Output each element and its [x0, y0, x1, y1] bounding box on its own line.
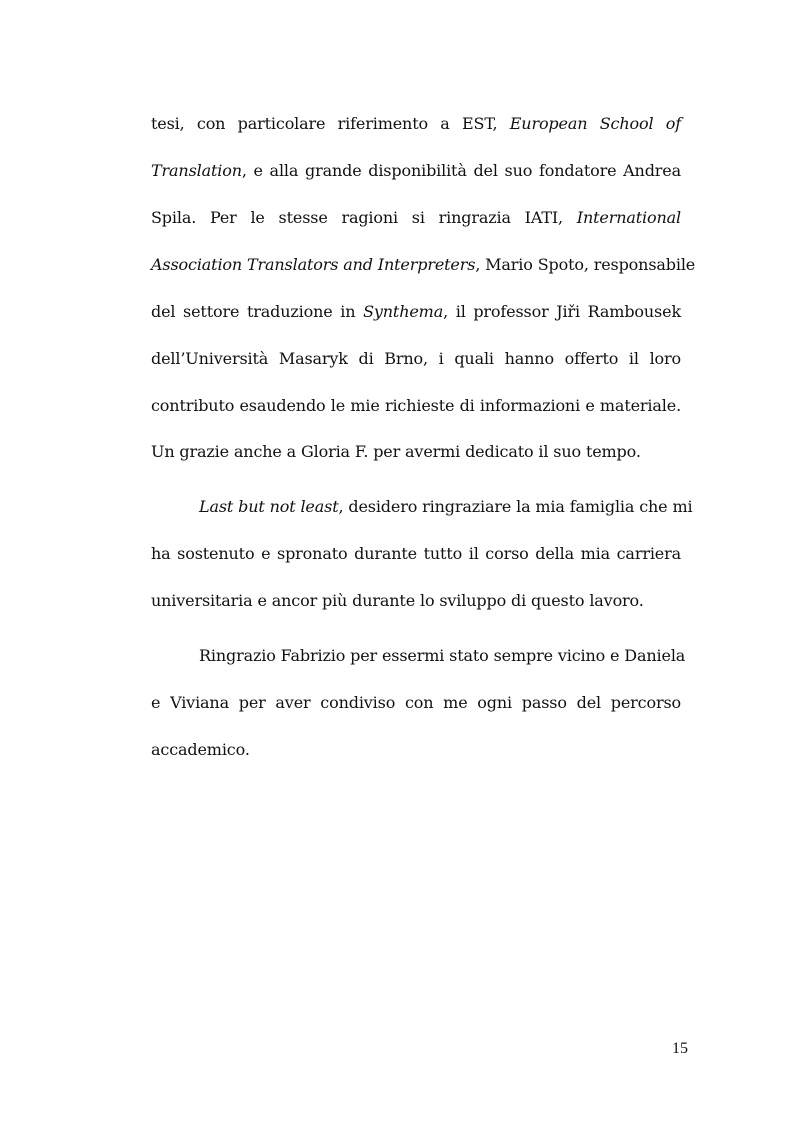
paragraph-1-line-4 [151, 253, 696, 277]
text-span: ha sostenuto e spronato durante tutto il corso della mia carriera [151, 544, 681, 563]
paragraph-3-line-2 [151, 691, 681, 715]
text-span: del settore traduzione in [151, 302, 364, 321]
text-span: , desidero ringraziare la mia famiglia che mi [338, 497, 693, 516]
text-span: dell’Università Masaryk di Brno, i quali hanno offerto il loro [151, 349, 681, 368]
paragraph-1-line-6 [151, 347, 681, 371]
text-span: e Viviana per aver condiviso con me ogni passo del percorso [151, 693, 681, 712]
paragraph-1-line-7 [151, 394, 681, 418]
paragraph-2-line-1 [199, 495, 693, 519]
italic-text-span: Association Translators and Interpreters [151, 255, 476, 274]
italic-text-span: Translation [151, 161, 242, 180]
paragraph-3-line-1 [199, 644, 686, 668]
text-span: , Mario Spoto, responsabile [475, 255, 696, 274]
text-span: Spila. Per le stesse ragioni si ringrazia IATI, [151, 208, 577, 227]
paragraph-1-line-3 [151, 206, 681, 230]
text-span: Ringrazio Fabrizio per essermi stato sempre vicino e Daniela [199, 646, 686, 665]
text-span: accademico. [151, 740, 250, 759]
text-span: tesi, con particolare riferimento a EST, [151, 114, 510, 133]
italic-text-span: International [576, 208, 681, 227]
paragraph-1-line-2 [151, 159, 681, 183]
paragraph-3-line-3 [151, 738, 681, 762]
paragraph-1-line-5 [151, 300, 681, 324]
italic-text-span: Last but not least [199, 497, 339, 516]
text-span: universitaria e ancor più durante lo sviluppo di questo lavoro. [151, 591, 644, 610]
italic-text-span: European School of [509, 114, 681, 133]
paragraph-2-line-3 [151, 589, 681, 613]
page-number: 15 [672, 1040, 688, 1057]
paragraph-1-line-1 [151, 112, 681, 136]
paragraph-2-line-2 [151, 542, 681, 566]
italic-text-span: Synthema [363, 302, 444, 321]
text-span: , e alla grande disponibilità del suo fondatore Andrea [241, 161, 681, 180]
text-span: contributo esaudendo le mie richieste di informazioni e materiale. [151, 396, 681, 415]
paragraph-1-line-8 [151, 440, 681, 464]
text-span: Un grazie anche a Gloria F. per avermi dedicato il suo tempo. [151, 442, 641, 461]
text-span: , il professor Jiři Rambousek [443, 302, 681, 321]
